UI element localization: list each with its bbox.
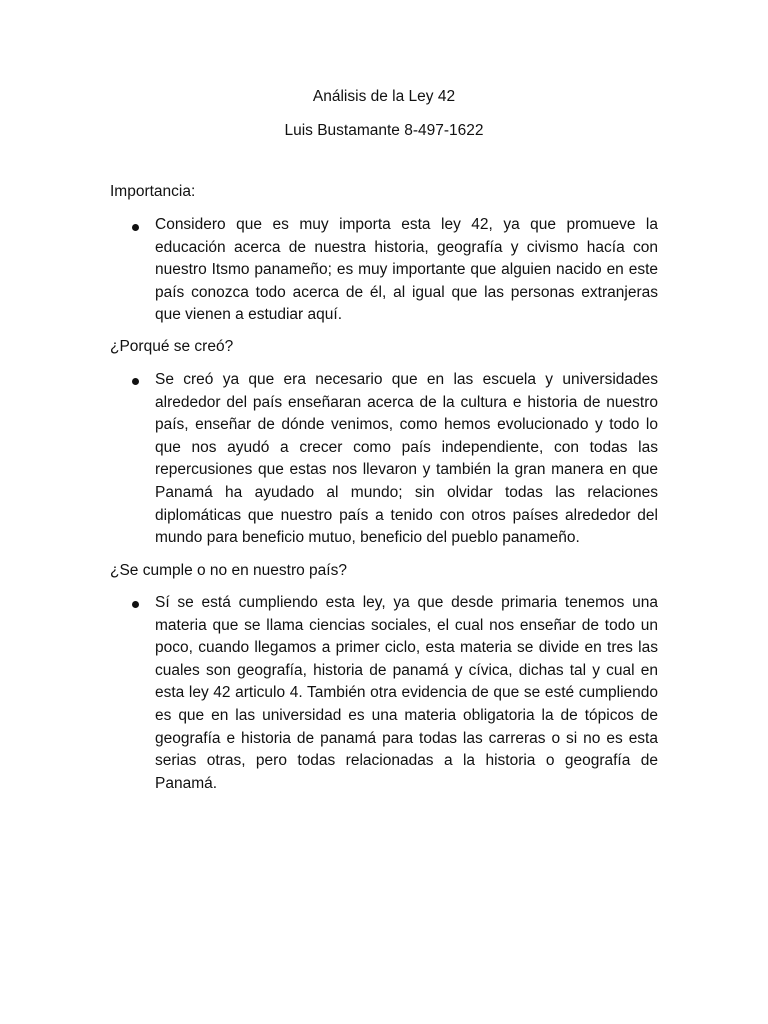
- bullet-icon: [132, 378, 139, 385]
- paragraph-se-cumple: Sí se está cumpliendo esta ley, ya que desde primaria tenemos una materia que se llama ciencias sociales, el cual nos enseñar de todo un poco, cuando llegamos a primer ciclo, esta materia se divide en tres las cuales son geografía, historia de panamá y cívica, dichas tal y cual en esta ley 42 articulo 4. También otra evidencia de que se esté cumpliendo es que en las universidad es una materia obligatoria la de tópicos de geografía e historia de panamá para todas las carreras o si no es esta serias otras, pero todas relacionadas a la historia o geografía de Panamá.: [155, 594, 658, 792]
- bullet-icon: [132, 601, 139, 608]
- bullet-icon: [132, 224, 139, 231]
- heading-importancia: Importancia:: [110, 183, 196, 200]
- document-title: Análisis de la Ley 42: [312, 88, 456, 105]
- paragraph-importancia: Considero que es muy importa esta ley 42, ya que promueve la educación acerca de nuestra historia, geografía y civismo hacía con nuestro Itsmo panameño; es muy importante que alguien nacido en este país conozca todo acerca de él, al igual que las personas extranjeras que vienen a estudiar aquí.: [155, 216, 658, 324]
- heading-porque-se-creo: ¿Porqué se creó?: [110, 338, 234, 355]
- author-line: Luis Bustamante 8-497-1622: [284, 122, 484, 139]
- paragraph-porque-se-creo: Se creó ya que era necesario que en las escuela y universidades alrededor del país enseñaran acerca de la cultura e historia de nuestro país, enseñar de dónde venimos, como hemos evolucionado y todo lo que nos ayudó a crecer como país independiente, con todas las repercusiones que estas nos llevaron y también la gran manera en que Panamá ha ayudado al mundo; sin olvidar todas las relaciones diplomáticas que nuestro país a tenido con otros países alrededor del mundo para beneficio mutuo, beneficio del pueblo panameño.: [155, 371, 658, 547]
- heading-se-cumple: ¿Se cumple o no en nuestro país?: [110, 562, 347, 579]
